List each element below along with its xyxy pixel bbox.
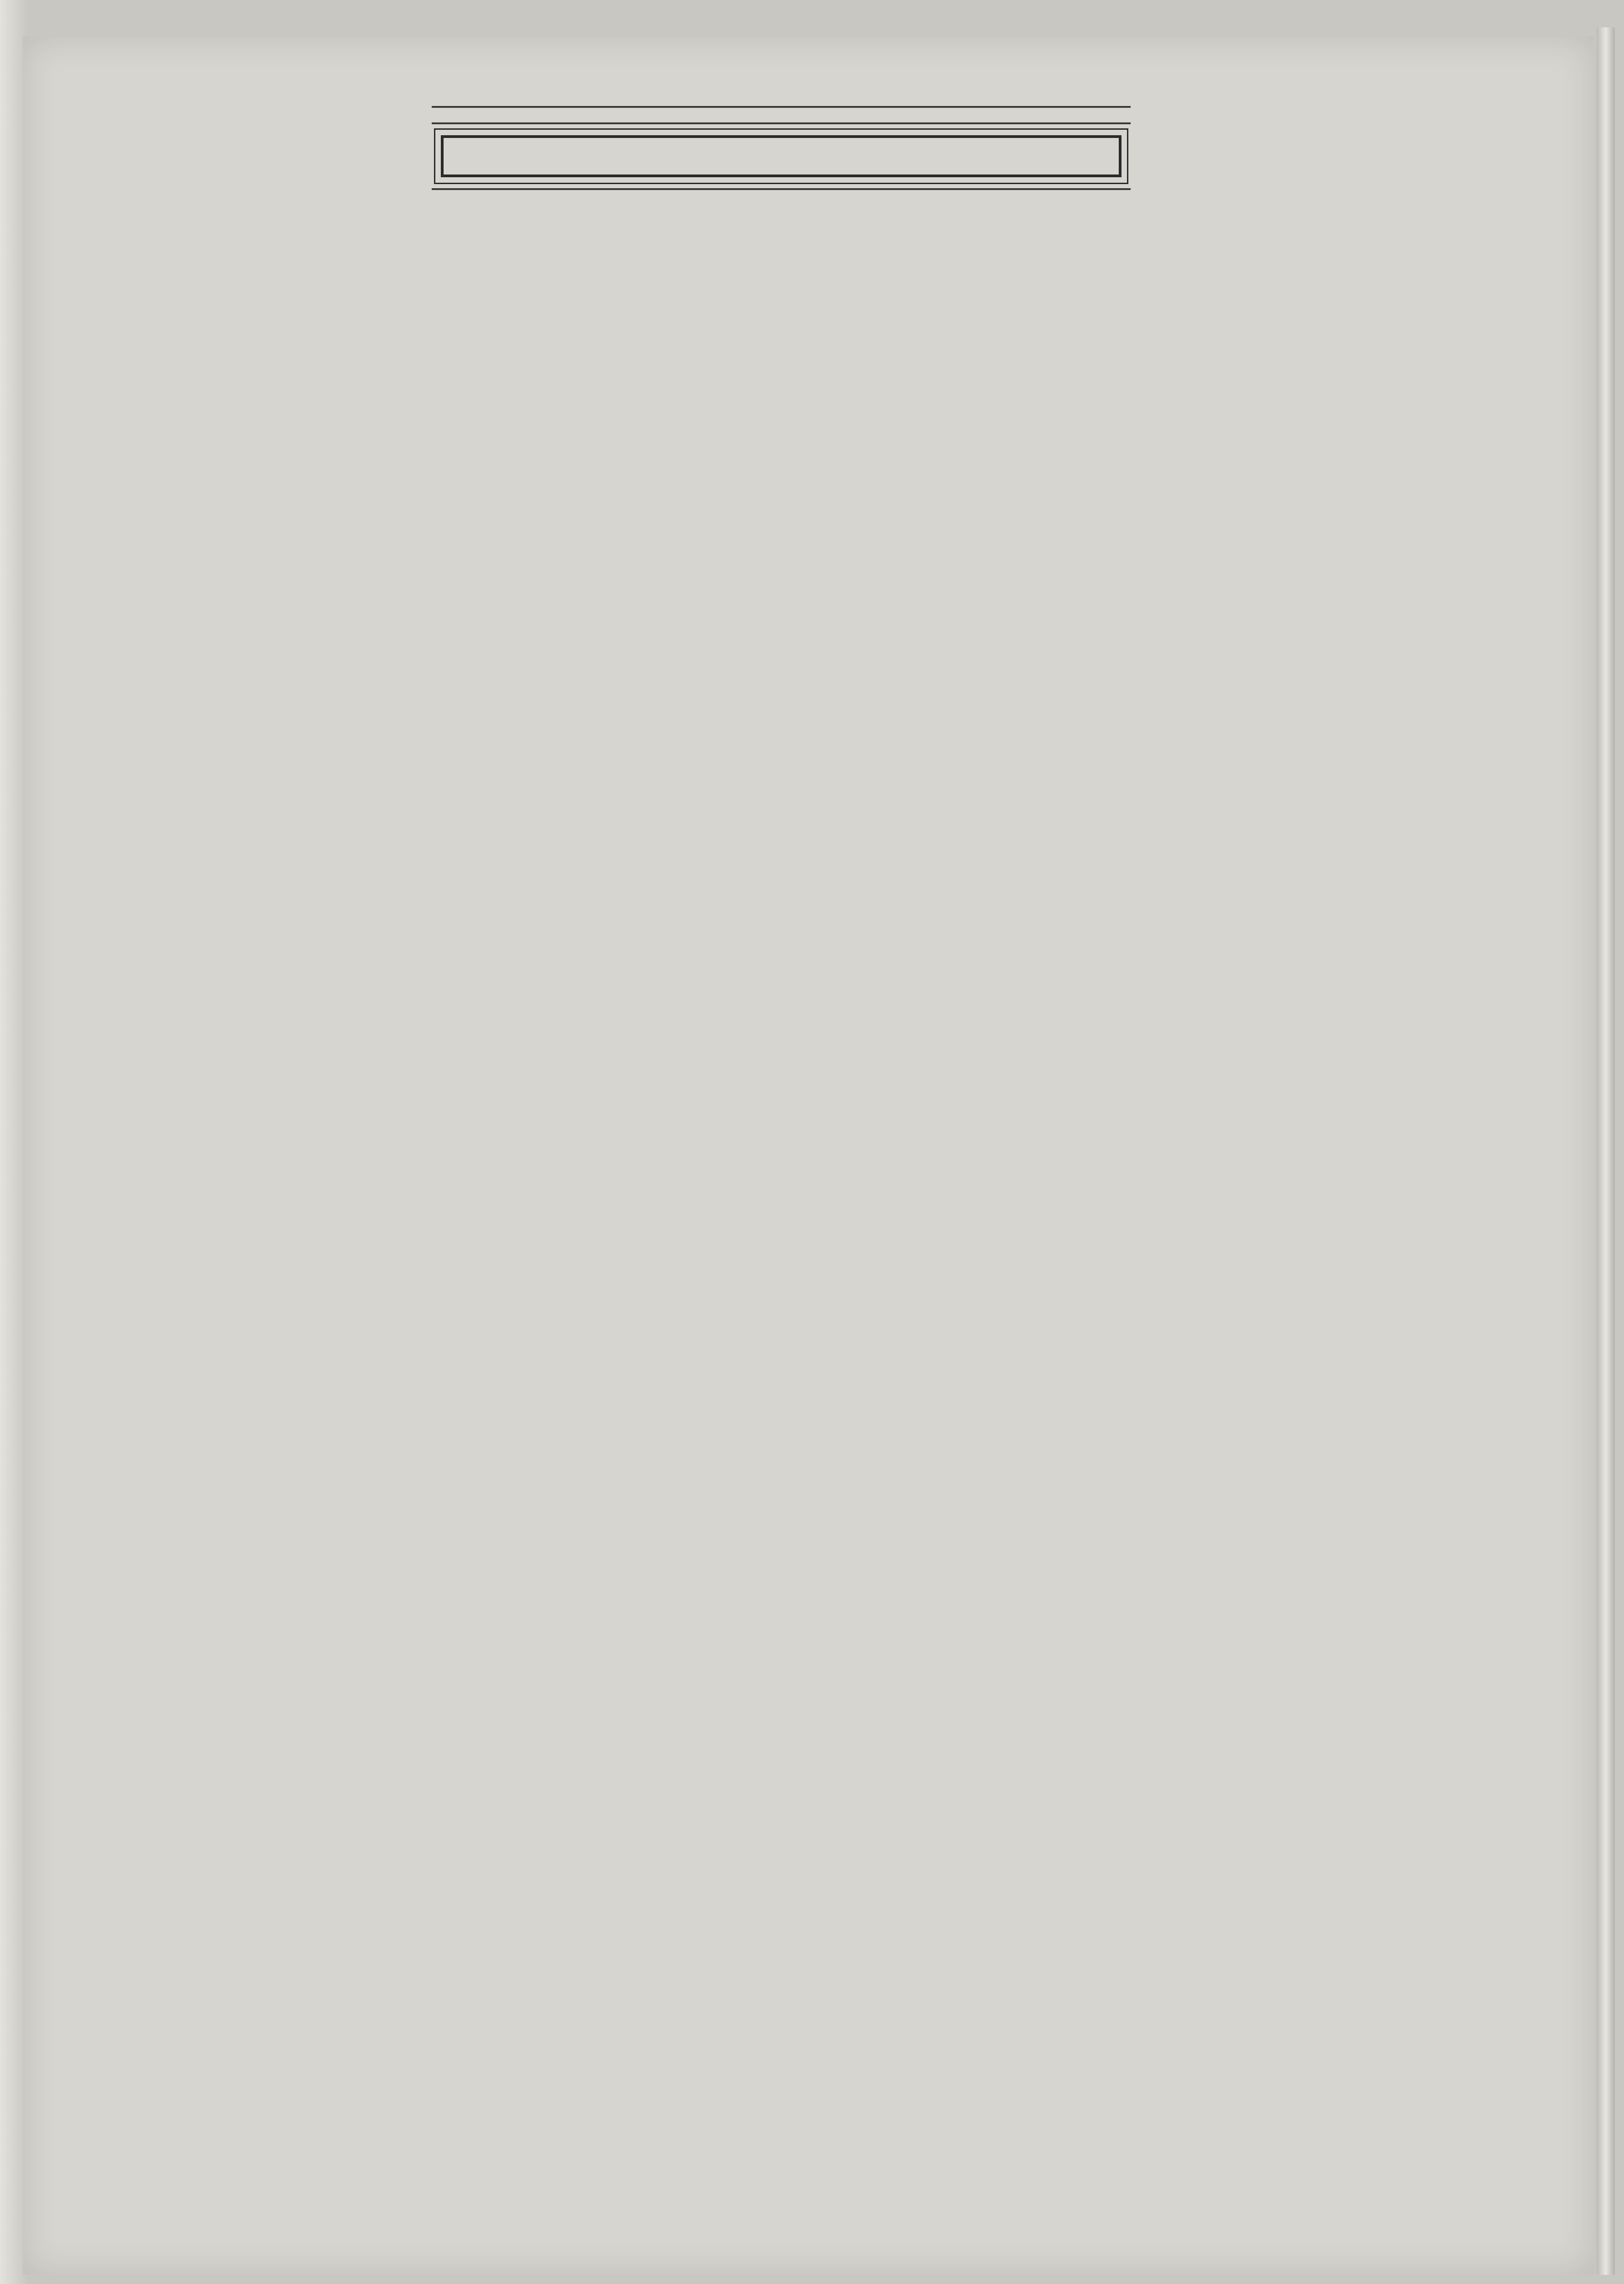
column-middle bbox=[432, 96, 1131, 190]
page-edge bbox=[1597, 27, 1615, 2275]
middle-subcolumns bbox=[432, 188, 1131, 190]
ad-marie-flitz bbox=[441, 135, 1121, 177]
ad-wachtel-note bbox=[432, 112, 1131, 124]
ad-wachtel-furniture bbox=[432, 96, 1131, 108]
ad-wachtel-signature bbox=[432, 108, 1131, 112]
newspaper-page bbox=[23, 37, 1594, 2275]
